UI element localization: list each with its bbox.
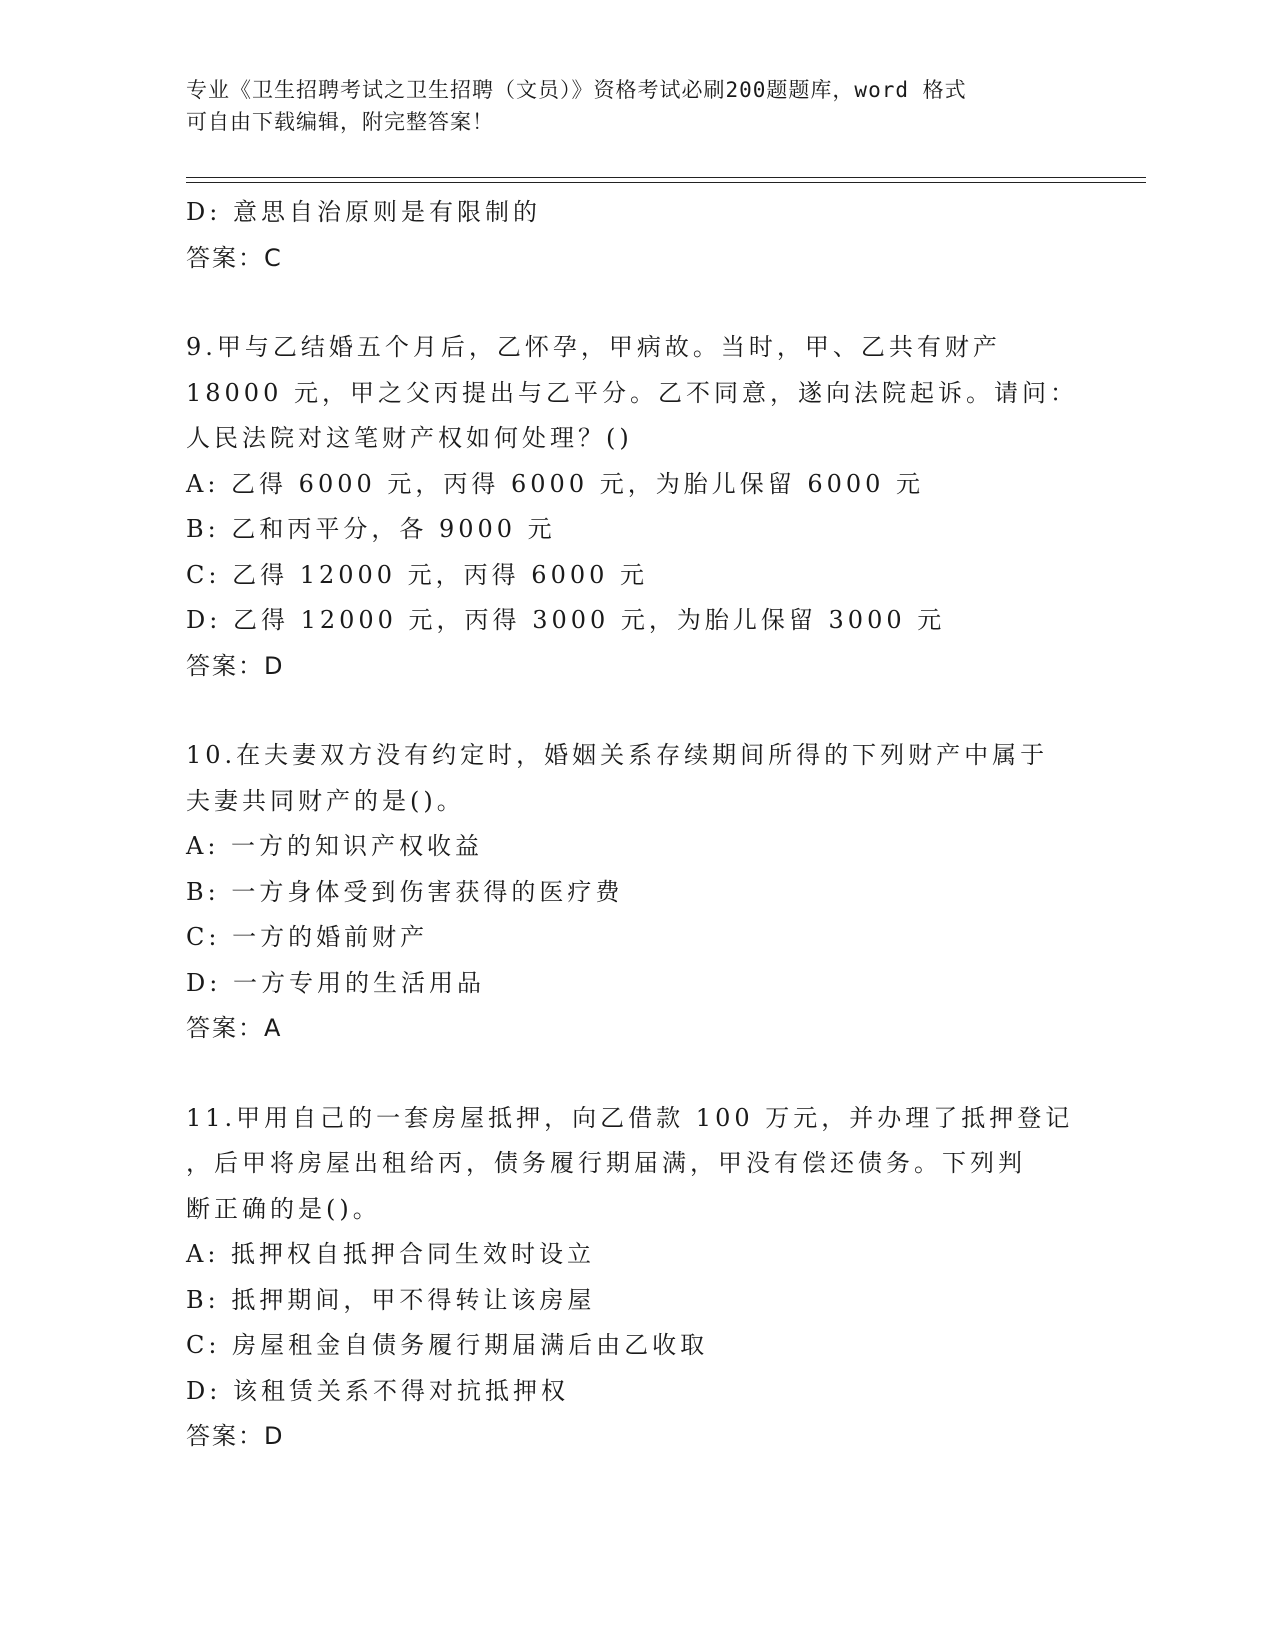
- header-rule-top: [186, 177, 1146, 178]
- question-stem-line-1: 11.甲用自己的一套房屋抵押，向乙借款 100 万元，并办理了抵押登记: [186, 1103, 1074, 1132]
- option-c: C: 乙得 12000 元，丙得 6000 元: [186, 560, 649, 589]
- question-stem-line-2: 夫妻共同财产的是()。: [186, 786, 465, 815]
- option-d: D: 该租赁关系不得对抗抵押权: [186, 1376, 569, 1405]
- spacer: [186, 1052, 1086, 1096]
- option-b: B: 抵押期间，甲不得转让该房屋: [186, 1285, 596, 1314]
- question-stem-line-2: ，后甲将房屋出租给丙，债务履行期届满，甲没有偿还债务。下列判: [186, 1149, 1026, 1177]
- question-11: [186, 1096, 1086, 1460]
- option-d: D: 意思自治原则是有限制的: [186, 198, 541, 226]
- option-c: C: 一方的婚前财产: [186, 923, 429, 951]
- header-line-1: 专业《卫生招聘考试之卫生招聘（文员）》资格考试必刷200题题库，word 格式: [186, 78, 967, 102]
- question-stem-line-1: 9.甲与乙结婚五个月后，乙怀孕，甲病故。当时，甲、乙共有财产: [186, 333, 1001, 361]
- option-b: B: 乙和丙平分，各 9000 元: [186, 515, 556, 543]
- question-8: [186, 190, 1086, 281]
- question-stem-line-1: 10.在夫妻双方没有约定时，婚姻关系存续期间所得的下列财产中属于: [186, 741, 1049, 769]
- header-rule-bottom: [186, 182, 1146, 183]
- answer-line: 答案：D: [186, 1422, 285, 1450]
- question-stem-line-3: 人民法院对这笔财产权如何处理？(): [186, 424, 633, 452]
- option-a: A: 一方的知识产权收益: [186, 832, 484, 860]
- question-stem-line-2: 18000 元，甲之父丙提出与乙平分。乙不同意，遂向法院起诉。请问：: [186, 378, 1078, 407]
- answer-line: 答案：D: [186, 651, 285, 680]
- option-a: A: 抵押权自抵押合同生效时设立: [186, 1240, 596, 1268]
- question-stem-line-3: 断正确的是()。: [186, 1194, 381, 1223]
- option-c: C: 房屋租金自债务履行期届满后由乙收取: [186, 1331, 709, 1359]
- question-9: [186, 325, 1086, 689]
- header-line-2: 可自由下载编辑，附完整答案！: [186, 110, 494, 134]
- answer-line: 答案：A: [186, 1014, 283, 1042]
- option-b: B: 一方身体受到伤害获得的医疗费: [186, 877, 624, 906]
- spacer: [186, 281, 1086, 325]
- answer-line: 答案：C: [186, 243, 283, 272]
- spacer: [186, 689, 1086, 733]
- option-d: D: 一方专用的生活用品: [186, 968, 485, 997]
- option-d: D: 乙得 12000 元，丙得 3000 元，为胎儿保留 3000 元: [186, 606, 946, 634]
- option-a: A: 乙得 6000 元，丙得 6000 元，为胎儿保留 6000 元: [186, 469, 925, 498]
- question-list: [186, 190, 1086, 1460]
- question-10: [186, 733, 1086, 1052]
- page-header: [186, 74, 1066, 138]
